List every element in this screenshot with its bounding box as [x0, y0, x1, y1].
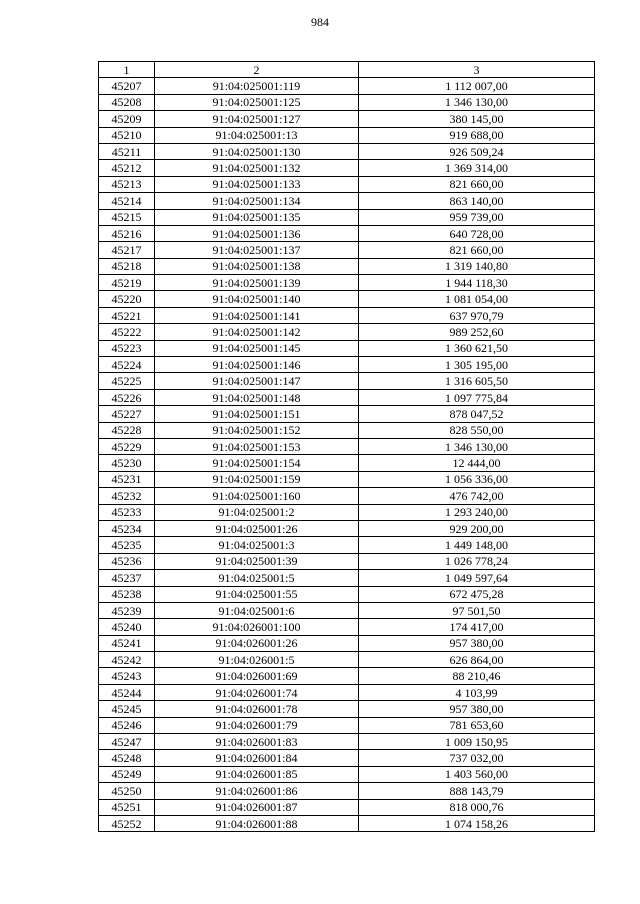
table-row	[99, 701, 595, 717]
cell-value: 12 444,00	[359, 455, 595, 471]
cell-value: 737 032,00	[359, 750, 595, 766]
cell-row-number: 45217	[99, 242, 155, 258]
cell-value: 1 293 240,00	[359, 504, 595, 520]
table-row	[99, 340, 595, 356]
cell-value: 1 360 621,50	[359, 340, 595, 356]
cell-cadastral-number: 91:04:025001:132	[155, 160, 359, 176]
cell-row-number: 45221	[99, 307, 155, 323]
table-row	[99, 373, 595, 389]
cell-cadastral-number: 91:04:026001:85	[155, 766, 359, 782]
cell-cadastral-number: 91:04:025001:125	[155, 94, 359, 110]
table-row	[99, 783, 595, 799]
cell-row-number: 45219	[99, 275, 155, 291]
table-row	[99, 520, 595, 536]
cell-value: 97 501,50	[359, 602, 595, 618]
table-row	[99, 78, 595, 94]
table-row	[99, 717, 595, 733]
cell-cadastral-number: 91:04:026001:5	[155, 652, 359, 668]
cell-row-number: 45220	[99, 291, 155, 307]
cell-cadastral-number: 91:04:025001:5	[155, 570, 359, 586]
cell-cadastral-number: 91:04:025001:134	[155, 193, 359, 209]
cell-cadastral-number: 91:04:025001:153	[155, 438, 359, 454]
table-row	[99, 94, 595, 110]
table-row	[99, 258, 595, 274]
cell-row-number: 45246	[99, 717, 155, 733]
cell-value: 878 047,52	[359, 406, 595, 422]
cell-value: 929 200,00	[359, 520, 595, 536]
table-row	[99, 652, 595, 668]
cell-cadastral-number: 91:04:026001:69	[155, 668, 359, 684]
cell-row-number: 45226	[99, 389, 155, 405]
cell-value: 957 380,00	[359, 701, 595, 717]
cell-cadastral-number: 91:04:025001:2	[155, 504, 359, 520]
cell-row-number: 45209	[99, 111, 155, 127]
table-row	[99, 291, 595, 307]
cell-row-number: 45233	[99, 504, 155, 520]
cell-row-number: 45245	[99, 701, 155, 717]
cell-value: 1 056 336,00	[359, 471, 595, 487]
cell-value: 174 417,00	[359, 619, 595, 635]
cell-cadastral-number: 91:04:025001:141	[155, 307, 359, 323]
cell-row-number: 45249	[99, 766, 155, 782]
cell-value: 1 081 054,00	[359, 291, 595, 307]
table-row	[99, 422, 595, 438]
cell-cadastral-number: 91:04:025001:160	[155, 488, 359, 504]
cell-row-number: 45242	[99, 652, 155, 668]
cell-row-number: 45234	[99, 520, 155, 536]
cell-row-number: 45244	[99, 684, 155, 700]
cell-value: 1 346 130,00	[359, 94, 595, 110]
table-row	[99, 553, 595, 569]
cell-cadastral-number: 91:04:025001:133	[155, 176, 359, 192]
cell-row-number: 45225	[99, 373, 155, 389]
table-row	[99, 111, 595, 127]
cell-value: 626 864,00	[359, 652, 595, 668]
table-row	[99, 225, 595, 241]
table-row	[99, 750, 595, 766]
table-row	[99, 209, 595, 225]
cell-row-number: 45247	[99, 734, 155, 750]
cell-value: 959 739,00	[359, 209, 595, 225]
cell-cadastral-number: 91:04:026001:100	[155, 619, 359, 635]
cell-value: 1 112 007,00	[359, 78, 595, 94]
cell-row-number: 45210	[99, 127, 155, 143]
cell-value: 1 009 150,95	[359, 734, 595, 750]
cell-cadastral-number: 91:04:025001:135	[155, 209, 359, 225]
cell-row-number: 45231	[99, 471, 155, 487]
cell-cadastral-number: 91:04:025001:137	[155, 242, 359, 258]
cell-cadastral-number: 91:04:025001:148	[155, 389, 359, 405]
cell-value: 380 145,00	[359, 111, 595, 127]
cell-row-number: 45235	[99, 537, 155, 553]
column-header-value: 3	[359, 62, 595, 78]
cell-cadastral-number: 91:04:025001:130	[155, 143, 359, 159]
cell-row-number: 45251	[99, 799, 155, 815]
cell-cadastral-number: 91:04:025001:3	[155, 537, 359, 553]
cell-value: 1 097 775,84	[359, 389, 595, 405]
table-row	[99, 635, 595, 651]
column-header-number: 1	[99, 62, 155, 78]
cell-row-number: 45213	[99, 176, 155, 192]
cell-cadastral-number: 91:04:025001:136	[155, 225, 359, 241]
table-row	[99, 734, 595, 750]
cell-cadastral-number: 91:04:025001:146	[155, 357, 359, 373]
table-header	[99, 62, 595, 78]
cell-value: 926 509,24	[359, 143, 595, 159]
table-row	[99, 193, 595, 209]
cell-value: 672 475,28	[359, 586, 595, 602]
cell-cadastral-number: 91:04:025001:154	[155, 455, 359, 471]
cell-row-number: 45211	[99, 143, 155, 159]
cell-row-number: 45216	[99, 225, 155, 241]
cell-value: 989 252,60	[359, 324, 595, 340]
cell-value: 821 660,00	[359, 176, 595, 192]
cell-row-number: 45250	[99, 783, 155, 799]
cell-cadastral-number: 91:04:025001:138	[155, 258, 359, 274]
cell-value: 1 305 195,00	[359, 357, 595, 373]
cell-value: 818 000,76	[359, 799, 595, 815]
cell-cadastral-number: 91:04:026001:26	[155, 635, 359, 651]
table-row	[99, 684, 595, 700]
cell-value: 1 319 140,80	[359, 258, 595, 274]
table-row	[99, 619, 595, 635]
cell-cadastral-number: 91:04:025001:55	[155, 586, 359, 602]
cell-value: 476 742,00	[359, 488, 595, 504]
cell-row-number: 45207	[99, 78, 155, 94]
table-row	[99, 242, 595, 258]
cell-value: 828 550,00	[359, 422, 595, 438]
table-row	[99, 127, 595, 143]
cell-value: 1 026 778,24	[359, 553, 595, 569]
cell-value: 88 210,46	[359, 668, 595, 684]
cell-cadastral-number: 91:04:026001:87	[155, 799, 359, 815]
cell-row-number: 45240	[99, 619, 155, 635]
cell-row-number: 45252	[99, 815, 155, 831]
table-row	[99, 357, 595, 373]
cell-row-number: 45239	[99, 602, 155, 618]
cell-cadastral-number: 91:04:025001:145	[155, 340, 359, 356]
table-row	[99, 766, 595, 782]
cell-value: 863 140,00	[359, 193, 595, 209]
table-row	[99, 570, 595, 586]
cell-row-number: 45224	[99, 357, 155, 373]
cell-cadastral-number: 91:04:025001:26	[155, 520, 359, 536]
cell-row-number: 45223	[99, 340, 155, 356]
cell-value: 1 449 148,00	[359, 537, 595, 553]
cell-cadastral-number: 91:04:025001:140	[155, 291, 359, 307]
cell-cadastral-number: 91:04:026001:78	[155, 701, 359, 717]
cell-cadastral-number: 91:04:025001:147	[155, 373, 359, 389]
table-body	[99, 78, 595, 832]
table-row	[99, 143, 595, 159]
cell-row-number: 45218	[99, 258, 155, 274]
cell-value: 637 970,79	[359, 307, 595, 323]
cell-row-number: 45230	[99, 455, 155, 471]
cell-cadastral-number: 91:04:026001:79	[155, 717, 359, 733]
cell-value: 821 660,00	[359, 242, 595, 258]
cell-value: 1 049 597,64	[359, 570, 595, 586]
table-row	[99, 668, 595, 684]
table-row	[99, 455, 595, 471]
cell-cadastral-number: 91:04:025001:159	[155, 471, 359, 487]
cell-value: 919 688,00	[359, 127, 595, 143]
table-row	[99, 176, 595, 192]
cell-cadastral-number: 91:04:026001:84	[155, 750, 359, 766]
cell-row-number: 45208	[99, 94, 155, 110]
cell-value: 640 728,00	[359, 225, 595, 241]
table-row	[99, 488, 595, 504]
cell-cadastral-number: 91:04:025001:119	[155, 78, 359, 94]
cell-row-number: 45214	[99, 193, 155, 209]
table-row	[99, 275, 595, 291]
table-row	[99, 586, 595, 602]
cell-row-number: 45215	[99, 209, 155, 225]
cell-cadastral-number: 91:04:025001:151	[155, 406, 359, 422]
cell-row-number: 45248	[99, 750, 155, 766]
cell-row-number: 45238	[99, 586, 155, 602]
table-row	[99, 815, 595, 831]
cell-value: 1 316 605,50	[359, 373, 595, 389]
cell-value: 888 143,79	[359, 783, 595, 799]
register-table	[98, 61, 595, 832]
cell-cadastral-number: 91:04:026001:86	[155, 783, 359, 799]
cell-row-number: 45232	[99, 488, 155, 504]
cell-value: 1 074 158,26	[359, 815, 595, 831]
cell-cadastral-number: 91:04:025001:13	[155, 127, 359, 143]
table-row	[99, 160, 595, 176]
cell-cadastral-number: 91:04:026001:83	[155, 734, 359, 750]
cell-cadastral-number: 91:04:026001:74	[155, 684, 359, 700]
table-row	[99, 389, 595, 405]
cell-value: 957 380,00	[359, 635, 595, 651]
cell-cadastral-number: 91:04:025001:152	[155, 422, 359, 438]
cell-row-number: 45228	[99, 422, 155, 438]
cell-cadastral-number: 91:04:025001:6	[155, 602, 359, 618]
cell-row-number: 45229	[99, 438, 155, 454]
cell-row-number: 45236	[99, 553, 155, 569]
cell-value: 1 944 118,30	[359, 275, 595, 291]
column-header-cadastral: 2	[155, 62, 359, 78]
cell-row-number: 45241	[99, 635, 155, 651]
page-number: 984	[311, 15, 329, 29]
table-row	[99, 602, 595, 618]
cell-value: 1 403 560,00	[359, 766, 595, 782]
cell-row-number: 45222	[99, 324, 155, 340]
cell-value: 1 346 130,00	[359, 438, 595, 454]
table-row	[99, 799, 595, 815]
table-row	[99, 537, 595, 553]
table-row	[99, 324, 595, 340]
cell-row-number: 45212	[99, 160, 155, 176]
cell-value: 4 103,99	[359, 684, 595, 700]
cell-cadastral-number: 91:04:025001:139	[155, 275, 359, 291]
table-row	[99, 406, 595, 422]
cell-row-number: 45227	[99, 406, 155, 422]
cell-cadastral-number: 91:04:025001:127	[155, 111, 359, 127]
cell-row-number: 45243	[99, 668, 155, 684]
table-row	[99, 504, 595, 520]
table-row	[99, 307, 595, 323]
cell-cadastral-number: 91:04:025001:142	[155, 324, 359, 340]
header-row	[99, 62, 595, 78]
cell-value: 1 369 314,00	[359, 160, 595, 176]
cell-value: 781 653,60	[359, 717, 595, 733]
table-row	[99, 471, 595, 487]
cell-cadastral-number: 91:04:025001:39	[155, 553, 359, 569]
table-row	[99, 438, 595, 454]
cell-cadastral-number: 91:04:026001:88	[155, 815, 359, 831]
cell-row-number: 45237	[99, 570, 155, 586]
